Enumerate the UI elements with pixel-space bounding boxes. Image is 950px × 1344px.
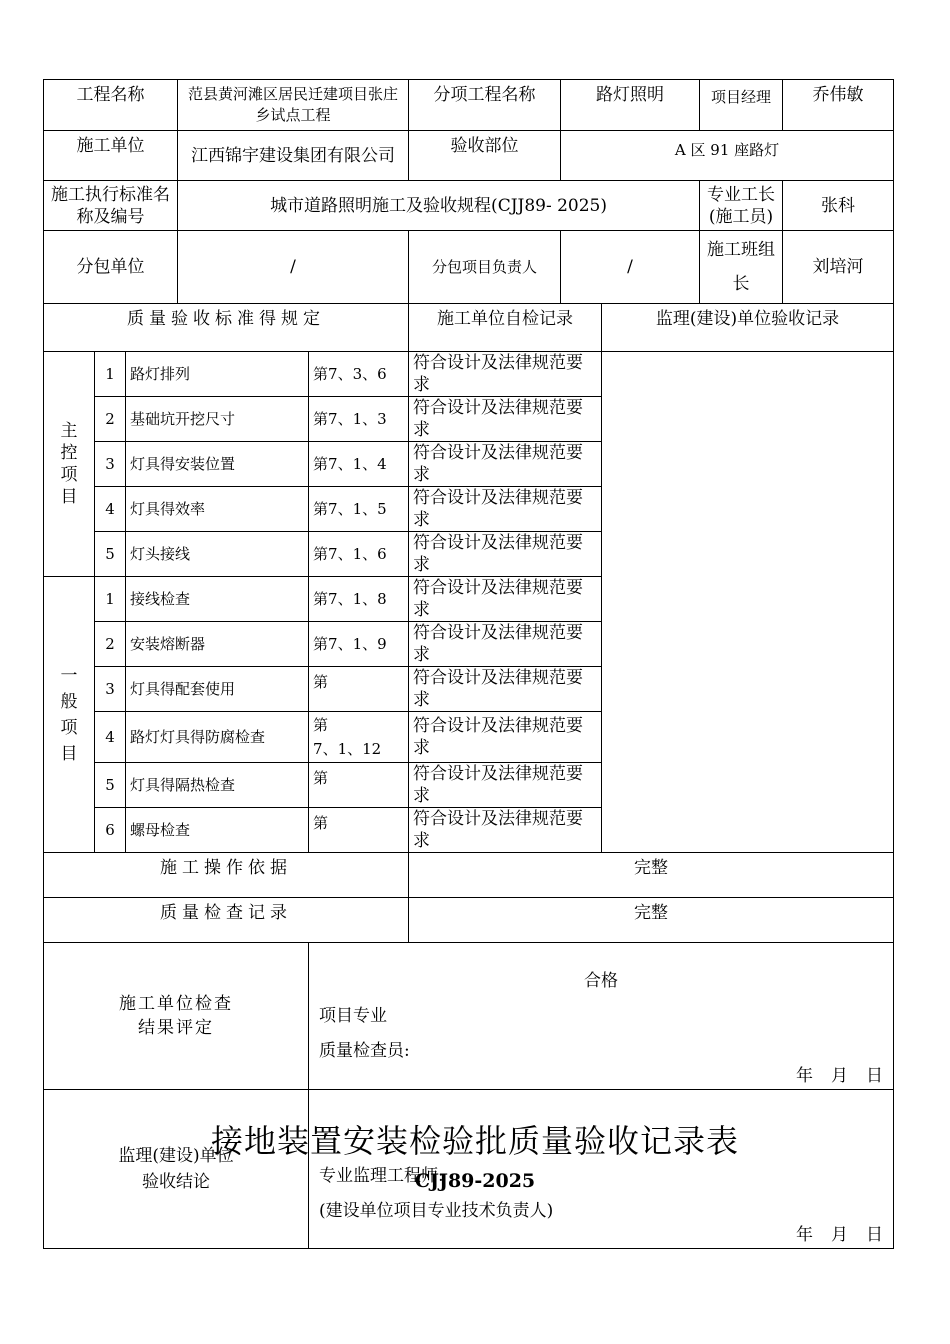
subcontractor: / [178,231,409,304]
acceptance-record-form [43,79,894,1249]
sub-project-label: 分项工程名称 [409,80,561,131]
col-supervision-header: 监理(建设)单位验收记录 [602,304,894,352]
group-label-char: 目 [60,743,78,764]
foreman: 张科 [783,181,894,231]
group-label-char: 控 [60,443,78,463]
contractor-eval-result: 合格 [584,971,619,991]
item-clause: 第 [309,808,409,853]
general-items-group-label [44,577,95,853]
month-label: 月 [831,1066,849,1086]
group-label-char: 项 [60,465,78,485]
contractor: 江西锦宇建设集团有限公司 [178,131,409,181]
item-clause: 第7、1、8 [309,577,409,622]
supervision-eval-line1: 专业监理工程师: [319,1166,444,1186]
item-clause: 第 [309,763,409,808]
group-label-char: 主 [60,421,78,441]
item-clause: 第7、1、9 [309,622,409,667]
self-check-result: 符合设计及法律规范要求 [409,487,602,532]
project-name: 范县黄河滩区居民迁建项目张庄乡试点工程 [178,80,409,131]
row-number: 2 [95,397,126,442]
row-number: 4 [95,712,126,763]
standard-label: 施工执行标准名称及编号 [44,181,178,231]
self-check-result: 符合设计及法律规范要求 [409,808,602,853]
basis-value: 完整 [409,853,894,898]
supervision-eval-line2: (建设单位项目专业技术负责人) [319,1201,554,1221]
supervision-eval-area [309,1090,894,1249]
supervision-eval-label [44,1090,309,1249]
document-title: 接地装置安装检验批质量验收记录表 [210,1122,739,1160]
self-check-result: 符合设计及法律规范要求 [409,352,602,397]
item-name: 接线检查 [126,577,309,622]
item-name: 灯具得隔热检查 [126,763,309,808]
item-name: 基础坑开挖尺寸 [126,397,309,442]
item-clause: 第7、1、5 [309,487,409,532]
self-check-result: 符合设计及法律规范要求 [409,577,602,622]
contractor-eval-line2: 质量检查员: [319,1041,410,1061]
row-number: 3 [95,667,126,712]
contractor-eval-label [44,943,309,1090]
row-number: 5 [95,532,126,577]
row-number: 4 [95,487,126,532]
row-number: 3 [95,442,126,487]
project-manager: 乔伟敏 [783,80,894,131]
supervision-eval-label-text: 监理(建设)单位验收结论 [118,1146,234,1192]
document-code: CJJ89-2025 [414,1170,536,1192]
sub-project: 路灯照明 [561,80,700,131]
item-name: 灯具得效率 [126,487,309,532]
self-check-result: 符合设计及法律规范要求 [409,712,602,763]
item-name: 螺母检查 [126,808,309,853]
item-name: 路灯排列 [126,352,309,397]
col-self-check-header: 施工单位自检记录 [409,304,602,352]
supervision-eval-date [778,1224,883,1246]
acceptance-part: A 区 91 座路灯 [561,131,894,181]
self-check-result: 符合设计及法律规范要求 [409,397,602,442]
month-label: 月 [831,1225,849,1245]
sub-manager: / [561,231,700,304]
quality-record-value: 完整 [409,898,894,943]
self-check-result: 符合设计及法律规范要求 [409,763,602,808]
group-label-char: 般 [60,691,78,712]
foreman-label: 专业工长(施工员) [700,181,783,231]
basis-label: 施工操作依据 [44,853,409,898]
subcontractor-label: 分包单位 [44,231,178,304]
group-label-char: 项 [60,717,78,738]
contractor-eval-line1: 项目专业 [319,1006,388,1026]
standard-value: 城市道路照明施工及验收规程(CJJ89- 2025) [178,181,700,231]
day-label: 日 [866,1225,884,1245]
item-clause: 第7、1、4 [309,442,409,487]
supervision-record [602,352,894,853]
item-name: 路灯灯具得防腐检查 [126,712,309,763]
team-leader-label: 施工班组长 [700,231,783,304]
day-label: 日 [866,1066,884,1086]
group-label-char: 一 [60,665,78,686]
self-check-result: 符合设计及法律规范要求 [409,667,602,712]
row-number: 1 [95,577,126,622]
contractor-label: 施工单位 [44,131,178,181]
item-name: 灯具得配套使用 [126,667,309,712]
contractor-eval-label-text: 施工单位检查结果评定 [119,994,234,1038]
item-name: 灯具得安装位置 [126,442,309,487]
item-clause: 第7、3、6 [309,352,409,397]
row-number: 5 [95,763,126,808]
group-label-char: 目 [60,487,78,507]
row-number: 2 [95,622,126,667]
year-label: 年 [796,1225,814,1245]
self-check-result: 符合设计及法律规范要求 [409,442,602,487]
col-standard-header: 质量验收标准得规定 [44,304,409,352]
contractor-eval-area [309,943,894,1090]
self-check-result: 符合设计及法律规范要求 [409,622,602,667]
row-number: 6 [95,808,126,853]
sub-manager-label: 分包项目负责人 [409,231,561,304]
main-items-group-label [44,352,95,577]
contractor-eval-date [778,1065,883,1087]
item-clause: 第 7、1、12 [309,712,409,763]
item-name: 灯头接线 [126,532,309,577]
project-manager-label: 项目经理 [700,80,783,131]
item-name: 安装熔断器 [126,622,309,667]
row-number: 1 [95,352,126,397]
item-clause: 第7、1、3 [309,397,409,442]
item-clause: 第 [309,667,409,712]
year-label: 年 [796,1066,814,1086]
self-check-result: 符合设计及法律规范要求 [409,532,602,577]
quality-record-label: 质量检查记录 [44,898,409,943]
project-name-label: 工程名称 [44,80,178,131]
item-clause: 第7、1、6 [309,532,409,577]
acceptance-part-label: 验收部位 [409,131,561,181]
team-leader: 刘培河 [783,231,894,304]
